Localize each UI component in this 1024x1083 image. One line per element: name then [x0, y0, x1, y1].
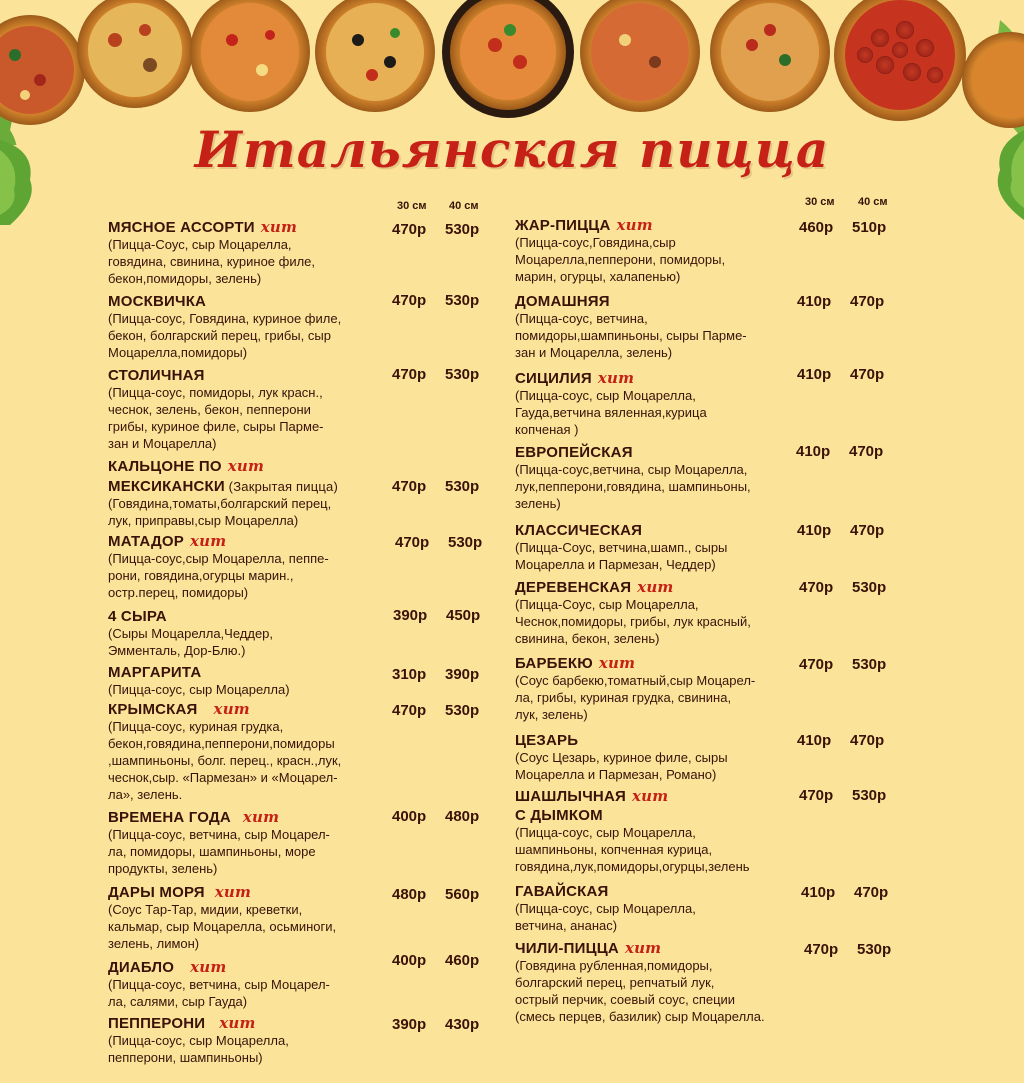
menu-item [515, 217, 725, 285]
item-name: ШАШЛЫЧНАЯ [515, 788, 626, 805]
item-description: (Соус барбекю,томатный,сыр Моцарел- ла, грибы, куриная грудка, свинина, лук, зелень) [515, 673, 756, 722]
price-40cm: 530р [445, 366, 480, 383]
menu-item [108, 533, 329, 601]
item-name: БАРБЕКЮ [515, 655, 593, 672]
hit-badge: хит [637, 578, 674, 596]
item-name: ДИАБЛО [108, 959, 175, 976]
item-name: ДЕРЕВЕНСКАЯ [515, 579, 632, 596]
item-description: (Пицца-соус, сыр Моцарелла, ветчина, ананас) [515, 901, 696, 933]
item-name: ЧИЛИ-ПИЦЦА [515, 940, 619, 957]
item-note: (Закрытая пицца) [224, 479, 339, 494]
size-label-large: 40 см [858, 196, 888, 208]
price-40cm: 450р [446, 607, 481, 624]
pizza-image [315, 0, 435, 112]
hit-badge: хит [260, 218, 298, 236]
menu-item [108, 293, 341, 361]
pizza-image [0, 15, 85, 125]
price-40cm: 390р [445, 666, 480, 683]
item-name: КЛАССИЧЕСКАЯ [515, 522, 643, 539]
menu-item [515, 293, 747, 361]
hit-badge: хит [227, 457, 265, 475]
hit-badge: хит [219, 1014, 256, 1032]
price-30cm: 470р [392, 221, 427, 238]
price-40cm: 460р [445, 952, 480, 969]
menu-item [108, 608, 273, 659]
price-30cm: 460р [799, 219, 834, 236]
hit-badge: хит [190, 958, 227, 976]
item-description: (Пицца-Соус, ветчина,шамп., сыры Моцарелла и Пармезан, Чеддер) [515, 540, 728, 572]
price-40cm: 470р [850, 522, 885, 539]
menu-item [515, 940, 765, 1025]
item-description: (Сыры Моцарелла,Чеддер, Эмменталь, Дор-Блю.) [108, 626, 274, 658]
price-40cm: 510р [852, 219, 887, 236]
item-description: (Пицца-Соус, сыр Моцарелла, говядина, свинина, куриное филе, бекон,помидоры, зелень) [108, 237, 316, 286]
price-30cm: 470р [799, 656, 834, 673]
menu-item [108, 959, 330, 1010]
item-description: (Пицца-соус, куриная грудка, бекон,говядина,пепперони,помидоры ,шампиньоны, болг. перец., красн.,лук, чеснок,сыр. «Пармезан» и «Моцарел- ла», зелень. [108, 719, 342, 802]
price-40cm: 530р [852, 787, 887, 804]
price-40cm: 480р [445, 808, 480, 825]
price-30cm: 470р [804, 941, 839, 958]
pizza-image [710, 0, 830, 112]
menu-item [515, 788, 750, 875]
price-30cm: 470р [392, 366, 427, 383]
menu-item [108, 1015, 289, 1066]
item-description: (Соус Цезарь, куриное филе, сыры Моцарелла и Пармезан, Романо) [515, 750, 728, 782]
price-30cm: 470р [392, 478, 427, 495]
item-name: ДАРЫ МОРЯ [108, 884, 205, 901]
price-30cm: 410р [797, 293, 832, 310]
item-description: (Соус Тар-Тар, мидии, креветки, кальмар, сыр Моцарелла, осьминоги, зелень, лимон) [108, 902, 337, 951]
item-name: СТОЛИЧНАЯ [108, 367, 205, 384]
price-30cm: 310р [392, 666, 427, 683]
price-40cm: 470р [850, 366, 885, 383]
price-30cm: 410р [797, 366, 832, 383]
menu-item [108, 458, 338, 529]
item-name: ЖАР-ПИЦЦА [515, 217, 611, 234]
size-label-small: 30 см [397, 200, 427, 212]
item-name: ЦЕЗАРЬ [515, 732, 579, 749]
price-30cm: 410р [797, 522, 832, 539]
item-description: (Пицца-соус,сыр Моцарелла, пеппе- рони, говядина,огурцы марин., остр.перец, помидоры) [108, 551, 329, 600]
menu-item [108, 219, 315, 287]
item-description: (Говядина,томаты,болгарский перец, лук, приправы,сыр Моцарелла) [108, 496, 332, 528]
price-40cm: 430р [445, 1016, 480, 1033]
hit-badge: хит [616, 216, 653, 234]
item-name: МАРГАРИТА [108, 664, 202, 681]
size-label-large: 40 см [449, 200, 479, 212]
price-40cm: 470р [850, 732, 885, 749]
hit-badge: хит [597, 369, 635, 387]
item-description: (Пицца-соус,ветчина, сыр Моцарелла, лук,пепперони,говядина, шампиньоны, зелень) [515, 462, 751, 511]
price-40cm: 530р [445, 702, 480, 719]
price-30cm: 410р [797, 732, 832, 749]
item-name-line2: МЕКСИКАНСКИ [108, 478, 225, 495]
pizza-image [834, 0, 966, 121]
menu-item [108, 701, 341, 803]
menu-item [108, 367, 324, 452]
item-description: (Пицца-соус,Говядина,сыр Моцарелла,пепперони, помидоры, марин, огурцы, халапенью) [515, 235, 726, 284]
hit-badge: хит [189, 532, 227, 550]
item-description: (Говядина рубленная,помидоры, болгарский перец, репчатый лук, острый перчик, соевый соус, специи (смесь перцев, базилик) сыр Моцарелла. [515, 958, 765, 1024]
item-description: (Пицца-соус, ветчина, сыр Моцарел- ла, салями, сыр Гауда) [108, 977, 330, 1009]
item-description: (Пицца-соус, сыр Моцарелла) [108, 682, 290, 697]
item-description: (Пицца-соус, сыр Моцарелла, Гауда,ветчина вяленная,курица копченая ) [515, 388, 707, 437]
price-30cm: 470р [799, 579, 834, 596]
price-40cm: 530р [445, 221, 480, 238]
item-name: КАЛЬЦОНЕ ПО [108, 458, 222, 475]
item-name: ГАВАЙСКАЯ [515, 883, 609, 900]
menu-item [515, 655, 755, 723]
item-name: МЯСНОЕ АССОРТИ [108, 219, 255, 236]
price-30cm: 480р [392, 886, 427, 903]
pizza-image [442, 0, 574, 118]
menu-item [515, 732, 728, 783]
item-name: МАТАДОР [108, 533, 184, 550]
menu-item [515, 883, 696, 934]
hit-badge: хит [631, 787, 669, 805]
item-name: МОСКВИЧКА [108, 293, 207, 310]
menu-item [515, 522, 727, 573]
pizza-image [962, 32, 1024, 128]
price-30cm: 400р [392, 808, 427, 825]
price-30cm: 410р [796, 443, 831, 460]
hit-badge: хит [624, 939, 662, 957]
price-30cm: 470р [395, 534, 430, 551]
pizza-image [190, 0, 310, 112]
pizza-image [580, 0, 700, 112]
menu-item [108, 884, 336, 952]
price-40cm: 470р [849, 443, 884, 460]
item-name: ДОМАШНЯЯ [515, 293, 610, 310]
price-40cm: 530р [857, 941, 892, 958]
price-30cm: 390р [392, 1016, 427, 1033]
price-40cm: 530р [445, 478, 480, 495]
price-40cm: 470р [854, 884, 889, 901]
item-name: ВРЕМЕНА ГОДА [108, 809, 231, 826]
menu-item [108, 664, 290, 698]
hit-badge: хит [213, 700, 250, 718]
price-30cm: 400р [392, 952, 427, 969]
hit-badge: хит [598, 654, 636, 672]
price-30cm: 390р [393, 607, 428, 624]
price-40cm: 530р [448, 534, 483, 551]
price-30cm: 470р [392, 702, 427, 719]
item-description: (Пицца-Соус, сыр Моцарелла, Чеснок,помидоры, грибы, лук красный, свинина, бекон, зелень) [515, 597, 751, 646]
pizza-image [77, 0, 193, 108]
price-30cm: 470р [392, 292, 427, 309]
item-description: (Пицца-соус, сыр Моцарелла, пепперони, шампиньоны) [108, 1033, 289, 1065]
item-name-line2: С ДЫМКОМ [515, 807, 603, 824]
item-description: (Пицца-соус, Говядина, куриное филе, бекон, болгарский перец, грибы, сыр Моцарелла,помидоры) [108, 311, 342, 360]
item-description: (Пицца-соус, помидоры, лук красн., чеснок, зелень, бекон, пепперони грибы, куриное филе, сыры Парме- зан и Моцарелла) [108, 385, 324, 451]
price-40cm: 530р [445, 292, 480, 309]
menu-item [515, 579, 751, 647]
price-40cm: 470р [850, 293, 885, 310]
item-name: ЕВРОПЕЙСКАЯ [515, 444, 633, 461]
item-name: ПЕППЕРОНИ [108, 1015, 206, 1032]
price-40cm: 560р [445, 886, 480, 903]
item-name: СИЦИЛИЯ [515, 370, 592, 387]
item-name: КРЫМСКАЯ [108, 701, 198, 718]
price-30cm: 410р [801, 884, 836, 901]
price-40cm: 530р [852, 579, 887, 596]
item-description: (Пицца-соус, сыр Моцарелла, шампиньоны, копченная курица, говядина,лук,помидоры,огурцы,зелень [515, 825, 750, 874]
menu-item [515, 370, 707, 438]
size-label-small: 30 см [805, 196, 835, 208]
hit-badge: хит [242, 808, 280, 826]
item-name: 4 СЫРА [108, 608, 167, 625]
hit-badge: хит [214, 883, 252, 901]
item-description: (Пицца-соус, ветчина, помидоры,шампиньоны, сыры Парме- зан и Моцарелла, зелень) [515, 311, 747, 360]
page-title: Итальянская пицца [194, 120, 830, 179]
price-40cm: 530р [852, 656, 887, 673]
item-description: (Пицца-соус, ветчина, сыр Моцарел- ла, помидоры, шампиньоны, море продукты, зелень) [108, 827, 330, 876]
price-30cm: 470р [799, 787, 834, 804]
menu-item [108, 809, 330, 877]
menu-item [515, 444, 751, 512]
